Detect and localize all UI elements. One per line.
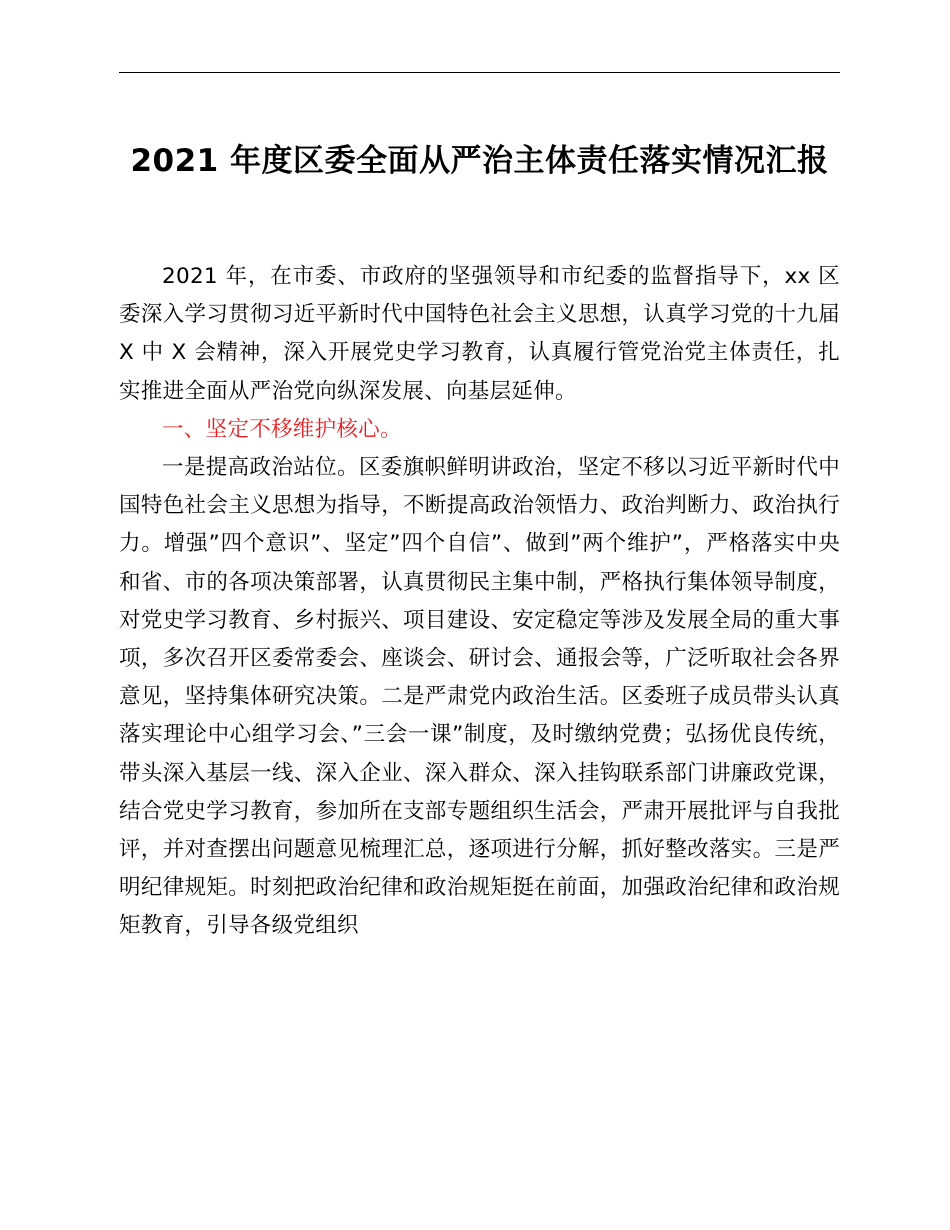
document-body — [119, 258, 840, 946]
header-rule — [119, 72, 840, 73]
intro-paragraph: 2021 年，在市委、市政府的坚强领导和市纪委的监督指导下，xx 区委深入学习贯彻习近平新时代中国特色社会主义思想，认真学习党的十九届 X 中 X 会精神，深入开展党史学习教育，认真履行管党治党主体责任，扎实推进全面从严治党向纵深发展、向基层延伸。 — [119, 264, 840, 404]
section-paragraph: 一是提高政治站位。区委旗帜鲜明讲政治，坚定不移以习近平新时代中国特色社会主义思想为指导，不断提高政治领悟力、政治判断力、政治执行力。增强”四个意识”、坚定”四个自信”、做到”两个维护”，严格落实中央和省、市的各项决策部署，认真贯彻民主集中制，严格执行集体领导制度，对党史学习教育、乡村振兴、项目建设、安定稳定等涉及发展全局的重大事项，多次召开区委常委会、座谈会、研讨会、通报会等，广泛听取社会各界意见，坚持集体研究决策。二是严肃党内政治生活。区委班子成员带头认真落实理论中心组学习会、”三会一课”制度，及时缴纳党费；弘扬优良传统，带头深入基层一线、深入企业、深入群众、深入挂钩联系部门讲廉政党课，结合党史学习教育，参加所在支部专题组织生活会，严肃开展批评与自我批评，并对查摆出问题意见梳理汇总，逐项进行分解，抓好整改落实。三是严明纪律规矩。时刻把政治纪律和政治规矩挺在前面，加强政治纪律和政治规矩教育，引导各级党组织 — [119, 455, 840, 939]
section-heading: 一、坚定不移维护核心。 — [162, 416, 402, 442]
document-title: 2021 年度区委全面从严治主体责任落实情况汇报 — [130, 143, 829, 179]
